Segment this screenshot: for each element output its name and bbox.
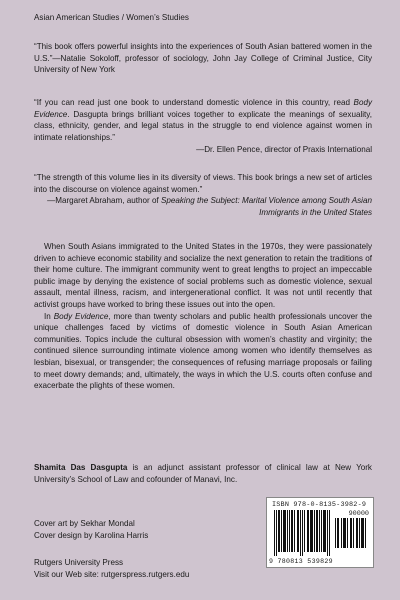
description-paragraph-1: When South Asians immigrated to the United States in the 1970s, they were passionately driven to achieve economic stability and socialize the next generation to retain the traditions of their home culture. The immigrant community went to great lengths to project an impeccable public image by denying the existence of social problems such as domestic violence, sexual assault, mental illness, racism, and intergenerational conflict. It was not until recently that activist groups have worked to bring these issues out into the open.	[34, 242, 372, 309]
pence-attribution: —Dr. Ellen Pence, director of Praxis International	[196, 145, 372, 154]
abraham-book-title: Speaking the Subject: Marital Violence among South Asian Immigrants in the United States	[160, 196, 372, 217]
paragraph-2-body: , more than twenty scholars and public health professionals uncover the unique challenges faced by victims of domestic violence in South Asian American communities. Topics include the cultural obsession with women’s chastity and virginity; the continued silence surrounding intimate violence among women who identify themselves as lesbian, bisexual, or transgender; the consequences of refusing marriage proposals or failing to meet dowry demands; and, ultimately, the ways in which the U.S. courts often confuse and exacerbate the plights of these women.	[34, 311, 373, 391]
pence-quote-end: . Dasgupta brings brilliant voices together to explicate the meanings of sexuality, class, ethnicity, gender, and legal status in the struggle to end violence against women in intimate relationships.”	[34, 109, 372, 142]
paragraph-2-lead: In	[44, 311, 54, 321]
cover-design-credit: Cover design by Karolina Harris	[34, 530, 149, 540]
ean-barcode-graphic	[274, 510, 332, 556]
author-name: Shamita Das Dasgupta	[34, 463, 128, 472]
cover-art-credit: Cover art by Sekhar Mondal	[34, 519, 135, 528]
price-barcode-graphic	[335, 518, 367, 548]
cover-credits	[34, 518, 234, 541]
price-code: 90000	[348, 510, 369, 518]
blurb-sokoloff: “This book offers powerful insights into the experiences of South Asian battered women in the U.S.”—Natalie Sokoloff, professor of sociology, John Jay College of Criminal Justice, City University of New York	[34, 42, 372, 75]
blurb-abraham: “The strength of this volume lies in its diversity of views. This book brings a new set of articles into the discourse on violence against women.”	[34, 173, 372, 194]
paragraph-2-book-title: Body Evidence	[53, 311, 109, 321]
category-label: Asian American Studies / Women’s Studies	[34, 13, 189, 22]
pence-quote-start: “If you can read just one book to understand domestic violence in this country, read	[34, 98, 354, 107]
publisher-name: Rutgers University Press	[34, 558, 124, 567]
isbn-barcode	[266, 497, 374, 568]
author-bio	[34, 462, 372, 485]
publisher-info	[34, 557, 254, 580]
abraham-attribution	[34, 195, 372, 218]
abraham-attribution-text: —Margaret Abraham, author of	[47, 196, 161, 205]
isbn-number: ISBN 978-0-8135-3982-9	[272, 501, 367, 509]
blurb-pence	[34, 97, 372, 143]
description-paragraph-2	[34, 311, 372, 392]
publisher-website: Visit our Web site: rutgerspress.rutgers.edu	[34, 569, 190, 579]
ean-digits: 9 780813 539829	[269, 558, 333, 565]
description	[34, 241, 372, 392]
pence-book-title: Body Evidence	[34, 98, 372, 119]
author-bio-text: is an adjunct assistant professor of clinical law at New York University’s School of Law and cofounder of Manavi, Inc.	[34, 463, 372, 484]
